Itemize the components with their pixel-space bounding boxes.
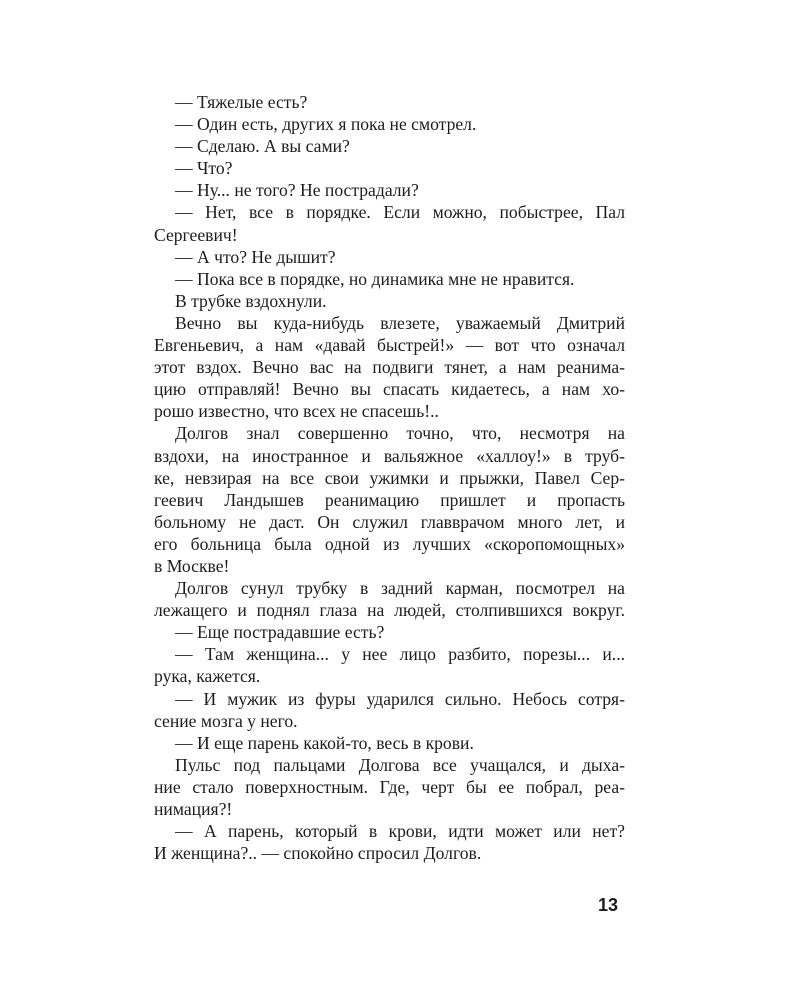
text-line: — Что? [175, 158, 233, 179]
text-line: больному не даст. Он служил главврачом много лет, и [154, 511, 625, 532]
text-line: — Сделаю. А вы сами? [175, 136, 350, 157]
text-line: нимация?! [154, 799, 233, 819]
page-number: 13 [598, 895, 619, 915]
text-line: рука, кажется. [154, 666, 261, 687]
text-line: — Нет, все в порядке. Если можно, побыстрее, Пал [175, 202, 625, 223]
text-line: — И мужик из фуры ударился сильно. Небось сотря- [175, 688, 625, 709]
text-line: этот вздох. Вечно вас на подвиги тянет, а нам реанима- [154, 357, 625, 378]
text-line: — Там женщина... у нее лицо разбито, порезы... и... [175, 644, 625, 665]
text-line: Долгов знал совершенно точно, что, несмотря на [175, 423, 625, 444]
text-line: Вечно вы куда-нибудь влезете, уважаемый Дмитрий [175, 312, 625, 333]
text-line: — Пока все в порядке, но динамика мне не нравится. [175, 268, 575, 289]
text-line: Сергеевич! [154, 224, 238, 245]
text-line: — Еще пострадавшие есть? [175, 622, 385, 643]
text-line: — И еще парень какой-то, весь в крови. [175, 732, 474, 753]
text-line: сение мозга у него. [154, 710, 298, 731]
text-line: — Ну... не того? Не пострадали? [175, 180, 419, 201]
text-line: цию отправляй! Вечно вы спасать кидаетесь, а нам хо- [154, 379, 625, 400]
body-text [154, 91, 625, 864]
text-line: рошо известно, что всех не спасешь!.. [154, 401, 439, 422]
text-line: Пульс под пальцами Долгова все учащался, и дыха- [175, 754, 625, 775]
text-line: геевич Ландышев реанимацию пришлет и пропасть [154, 489, 625, 510]
text-line: лежащего и поднял глаза на людей, столпившихся вокруг. [154, 600, 625, 621]
text-line: его больница была одной из лучших «скоропомощных» [154, 533, 625, 554]
text-line: Евгеньевич, а нам «давай быстрей!» — вот что означал [154, 335, 625, 356]
text-line: — А что? Не дышит? [175, 246, 336, 267]
text-line: вздохи, на иностранное и вальяжное «халлоу!» в труб- [154, 445, 625, 466]
text-line: — Тяжелые есть? [175, 92, 308, 112]
text-line: ние стало поверхностным. Где, черт бы ее побрал, реа- [154, 776, 625, 797]
text-line: ке, невзирая на все свои ужимки и прыжки, Павел Сер- [154, 467, 625, 488]
text-line: — А парень, который в крови, идти может или нет? [175, 821, 625, 842]
text-line: И женщина?.. — спокойно спросил Долгов. [154, 843, 482, 864]
text-line: В трубке вздохнули. [175, 290, 327, 311]
text-line: Долгов сунул трубку в задний карман, посмотрел на [175, 578, 625, 599]
text-line: в Москве! [154, 555, 230, 576]
text-line: — Один есть, других я пока не смотрел. [175, 114, 477, 135]
